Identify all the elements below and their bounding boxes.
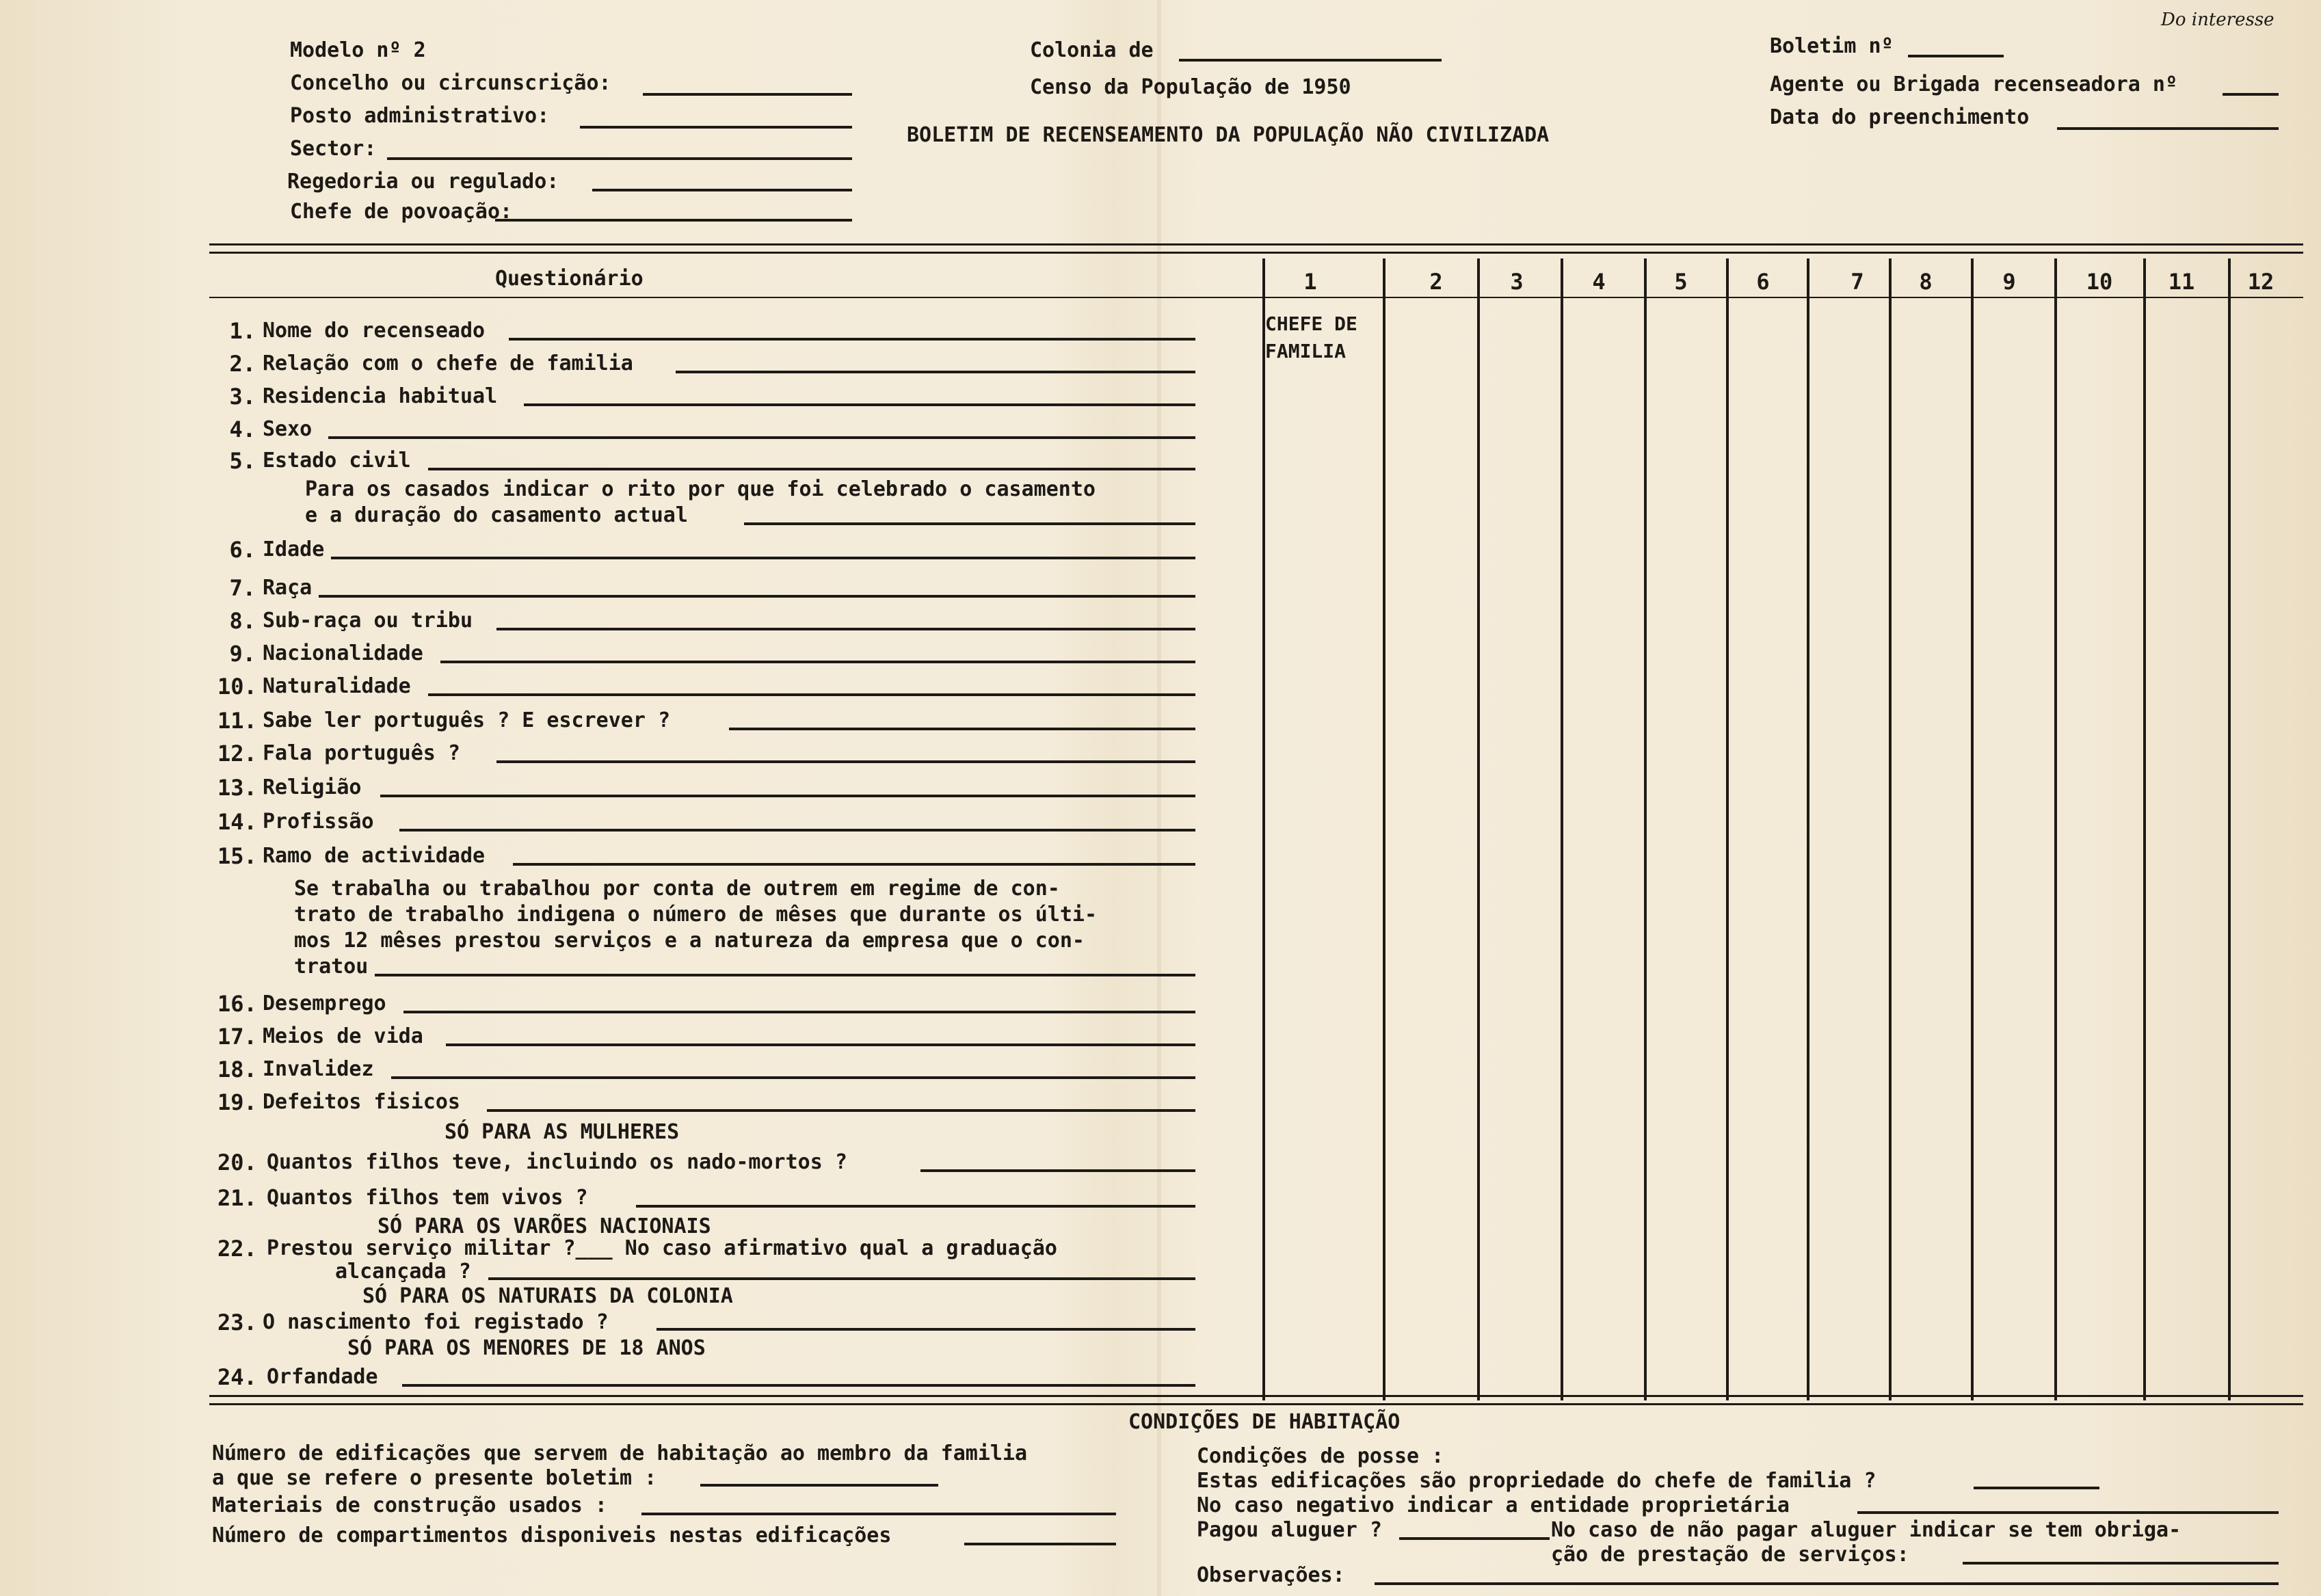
q20-number: 20. xyxy=(217,1149,257,1175)
q5-note-field[interactable] xyxy=(744,522,1195,525)
q15-field[interactable] xyxy=(513,863,1195,866)
agente-label: Agente ou Brigada recenseadora nº xyxy=(1770,72,2178,96)
column-3-header: 3 xyxy=(1510,269,1524,295)
bottom-double-rule xyxy=(209,1395,2303,1405)
q3-field[interactable] xyxy=(524,403,1195,406)
q4-label: Sexo xyxy=(263,417,313,441)
propriedade-field[interactable] xyxy=(1974,1487,2099,1489)
colonia-field[interactable] xyxy=(1179,59,1442,62)
concelho-field[interactable] xyxy=(643,93,852,96)
q18-number: 18. xyxy=(217,1056,257,1082)
q7-field[interactable] xyxy=(319,595,1195,598)
q6-number: 6. xyxy=(229,537,256,563)
column-divider xyxy=(1561,258,1563,1400)
habitacao-right5: ção de prestação de serviços: xyxy=(1551,1543,1909,1567)
sector-field[interactable] xyxy=(387,157,852,160)
column-8-header: 8 xyxy=(1919,269,1933,295)
q13-field[interactable] xyxy=(380,795,1195,797)
q15-note-field[interactable] xyxy=(375,974,1195,976)
habitacao-left2: a que se refere o presente boletim : xyxy=(212,1466,657,1490)
agente-field[interactable] xyxy=(2223,93,2279,96)
column-divider xyxy=(1262,258,1265,1400)
q22-field[interactable] xyxy=(488,1277,1195,1280)
column-divider xyxy=(2054,258,2057,1400)
q14-number: 14. xyxy=(217,809,257,835)
q20-field[interactable] xyxy=(920,1169,1195,1172)
q7-label: Raça xyxy=(263,576,313,600)
habitacao-right6: Observações: xyxy=(1197,1563,1345,1587)
q2-label: Relação com o chefe de familia xyxy=(263,351,633,375)
q6-label: Idade xyxy=(263,537,325,561)
column-divider xyxy=(1971,258,1974,1400)
q10-label: Naturalidade xyxy=(263,674,411,698)
q16-number: 16. xyxy=(217,991,257,1017)
section-mulheres: SÓ PARA AS MULHERES xyxy=(445,1120,680,1144)
q6-field[interactable] xyxy=(331,557,1195,559)
posto-field[interactable] xyxy=(580,126,852,129)
column-2-header: 2 xyxy=(1429,269,1443,295)
section-menores: SÓ PARA OS MENORES DE 18 ANOS xyxy=(347,1336,706,1360)
q4-field[interactable] xyxy=(328,436,1195,439)
colonia-label: Colonia de xyxy=(1030,38,1154,62)
habitacao-right4a: Pagou aluguer ? xyxy=(1197,1518,1382,1542)
q1-number: 1. xyxy=(229,318,256,344)
habitacao-left1: Número de edificações que servem de habitação ao membro da familia xyxy=(212,1441,1028,1465)
q18-field[interactable] xyxy=(391,1076,1195,1079)
q14-label: Profissão xyxy=(263,810,374,834)
column-10-header: 10 xyxy=(2086,269,2113,295)
edificacoes-field[interactable] xyxy=(700,1484,938,1487)
q2-number: 2. xyxy=(229,351,256,377)
q8-label: Sub-raça ou tribu xyxy=(263,609,473,633)
compartimentos-field[interactable] xyxy=(964,1543,1116,1545)
q15-note3: mos 12 mêses prestou serviços e a natureza da empresa que o con- xyxy=(294,929,1085,953)
modelo-label: Modelo nº 2 xyxy=(290,38,426,62)
column-11-header: 11 xyxy=(2168,269,2195,295)
q16-field[interactable] xyxy=(403,1011,1195,1013)
column-9-header: 9 xyxy=(2002,269,2016,295)
q23-label: O nascimento foi registado ? xyxy=(263,1310,609,1334)
q2-field[interactable] xyxy=(676,371,1195,373)
data-field[interactable] xyxy=(2057,127,2279,130)
q24-field[interactable] xyxy=(402,1384,1195,1387)
q19-field[interactable] xyxy=(487,1109,1195,1112)
q15-note4: tratou xyxy=(294,955,369,979)
q10-field[interactable] xyxy=(428,693,1195,696)
column-7-header: 7 xyxy=(1851,269,1864,295)
q23-field[interactable] xyxy=(656,1328,1195,1331)
boletim-field[interactable] xyxy=(1908,55,2004,57)
q15-note2: trato de trabalho indigena o número de mêses que durante os últi- xyxy=(294,903,1097,927)
q19-number: 19. xyxy=(217,1089,257,1115)
q19-label: Defeitos fisicos xyxy=(263,1090,460,1114)
habitacao-left3: Materiais de construção usados : xyxy=(212,1493,607,1517)
q9-label: Nacionalidade xyxy=(263,641,423,665)
column-divider xyxy=(1807,258,1809,1400)
regedoria-label: Regedoria ou regulado: xyxy=(287,170,559,194)
observacoes-field[interactable] xyxy=(1375,1582,2279,1585)
q13-number: 13. xyxy=(217,775,257,801)
q22-note: alcançada ? xyxy=(335,1260,471,1284)
data-label: Data do preenchimento xyxy=(1770,105,2030,129)
q17-label: Meios de vida xyxy=(263,1024,423,1048)
q11-field[interactable] xyxy=(729,728,1195,730)
q22-number: 22. xyxy=(217,1236,257,1262)
aluguer-field[interactable] xyxy=(1399,1537,1550,1540)
column-divider xyxy=(2228,258,2231,1400)
column-divider xyxy=(1644,258,1647,1400)
q1-field[interactable] xyxy=(509,338,1195,341)
q8-number: 8. xyxy=(229,608,256,634)
q9-field[interactable] xyxy=(440,661,1195,663)
q18-label: Invalidez xyxy=(263,1057,374,1081)
paper-fold xyxy=(1157,0,1161,1596)
q7-number: 7. xyxy=(229,575,256,601)
q21-label: Quantos filhos tem vivos ? xyxy=(267,1186,588,1210)
q21-field[interactable] xyxy=(636,1205,1195,1208)
habitacao-title: CONDIÇÕES DE HABITAÇÃO xyxy=(1128,1410,1401,1434)
q12-label: Fala português ? xyxy=(263,741,460,765)
boletim-label: Boletim nº xyxy=(1770,34,1894,58)
q10-number: 10. xyxy=(217,674,257,700)
top-double-rule xyxy=(209,243,2303,254)
column-divider xyxy=(1889,258,1892,1400)
q15-number: 15. xyxy=(217,843,257,869)
column-6-header: 6 xyxy=(1756,269,1770,295)
q1-label: Nome do recenseado xyxy=(263,319,486,343)
materiais-field[interactable] xyxy=(641,1513,1116,1515)
form-title: BOLETIM DE RECENSEAMENTO DA POPULAÇÃO NÃO CIVILIZADA xyxy=(907,123,1550,147)
q24-label: Orfandade xyxy=(267,1365,378,1389)
entidade-field[interactable] xyxy=(1857,1511,2279,1514)
q17-number: 17. xyxy=(217,1024,257,1050)
section-naturais: SÓ PARA OS NATURAIS DA COLONIA xyxy=(362,1284,733,1308)
questionario-header: Questionário xyxy=(495,267,644,291)
column-divider xyxy=(1726,258,1729,1400)
column-divider xyxy=(1383,258,1385,1400)
q5-note1: Para os casados indicar o rito por que foi celebrado o casamento xyxy=(305,477,1096,501)
column-12-header: 12 xyxy=(2247,269,2274,295)
header-underline xyxy=(209,297,2303,298)
column-1-entry-line2: FAMILIA xyxy=(1265,340,1347,362)
q22-label: Prestou serviço militar ?___ No caso afirmativo qual a graduação xyxy=(267,1236,1057,1260)
q24-number: 24. xyxy=(217,1364,257,1390)
servicos-field[interactable] xyxy=(1963,1562,2279,1565)
q11-number: 11. xyxy=(217,708,257,734)
q15-note1: Se trabalha ou trabalhou por conta de outrem em regime de con- xyxy=(294,877,1060,901)
q13-label: Religião xyxy=(263,775,362,799)
sector-label: Sector: xyxy=(290,137,377,161)
q5-note2: e a duração do casamento actual xyxy=(305,503,688,527)
habitacao-left4: Número de compartimentos disponiveis nestas edificações xyxy=(212,1524,892,1547)
section-varoes: SÓ PARA OS VARÕES NACIONAIS xyxy=(377,1214,711,1238)
q14-field[interactable] xyxy=(399,829,1195,832)
chefe-povoacao-field[interactable] xyxy=(495,219,852,222)
q20-label: Quantos filhos teve, incluindo os nado-mortos ? xyxy=(267,1150,847,1174)
habitacao-right3: No caso negativo indicar a entidade proprietária xyxy=(1197,1493,1790,1517)
q9-number: 9. xyxy=(229,641,256,667)
q8-field[interactable] xyxy=(496,628,1195,630)
column-divider xyxy=(2143,258,2146,1400)
column-1-entry-line1: CHEFE DE xyxy=(1265,312,1357,335)
column-5-header: 5 xyxy=(1674,269,1688,295)
q5-number: 5. xyxy=(229,448,256,474)
q12-field[interactable] xyxy=(496,760,1195,763)
regedoria-field[interactable] xyxy=(592,189,852,191)
q12-number: 12. xyxy=(217,741,257,767)
column-1-header: 1 xyxy=(1303,269,1317,295)
censo-label: Censo da População de 1950 xyxy=(1030,75,1351,99)
q3-label: Residencia habitual xyxy=(263,384,498,408)
q21-number: 21. xyxy=(217,1185,257,1211)
q5-label: Estado civil xyxy=(263,449,411,473)
q11-label: Sabe ler português ? E escrever ? xyxy=(263,708,671,732)
habitacao-right4b: No caso de não pagar aluguer indicar se tem obriga- xyxy=(1551,1518,2181,1542)
habitacao-right1: Condições de posse : xyxy=(1197,1444,1444,1468)
q4-number: 4. xyxy=(229,416,256,442)
q5-field[interactable] xyxy=(428,468,1195,470)
posto-label: Posto administrativo: xyxy=(290,104,550,128)
chefe-povoacao-label: Chefe de povoação: xyxy=(290,200,513,224)
q17-field[interactable] xyxy=(446,1043,1195,1046)
column-divider xyxy=(1477,258,1480,1400)
q16-label: Desemprego xyxy=(263,992,386,1015)
q3-number: 3. xyxy=(229,384,256,410)
q23-number: 23. xyxy=(217,1309,257,1335)
habitacao-right2: Estas edificações são propriedade do chefe de familia ? xyxy=(1197,1469,1876,1493)
concelho-label: Concelho ou circunscrição: xyxy=(290,71,611,95)
handwritten-note: Do interesse xyxy=(2161,10,2274,30)
q15-label: Ramo de actividade xyxy=(263,844,486,868)
column-4-header: 4 xyxy=(1592,269,1606,295)
